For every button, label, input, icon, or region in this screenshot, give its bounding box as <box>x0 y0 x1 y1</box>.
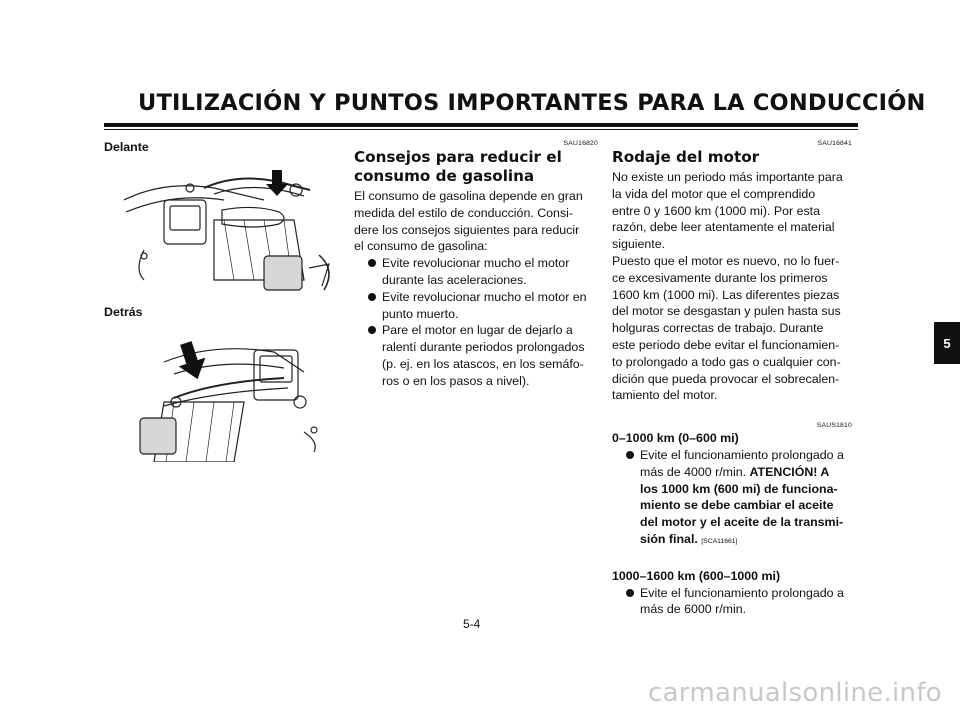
section-title: Rodaje del motor <box>612 148 760 166</box>
warning-text: miento se debe cambiar el aceite <box>640 498 834 513</box>
chapter-tab[interactable]: 5 <box>934 322 960 364</box>
bullet-icon <box>368 293 376 301</box>
text-line: holguras correctas de trabajo. Durante <box>612 321 824 336</box>
warning-text: ATENCIÓN! A <box>749 464 830 479</box>
text-line <box>640 464 852 481</box>
bullet-icon <box>626 589 634 597</box>
text-line: ce excesivamente durante los primeros <box>612 270 828 285</box>
text-line: tamiento del motor. <box>612 388 718 403</box>
rear-brake-lever-illustration <box>104 322 340 462</box>
text-line: 1600 km (1000 mi). Las diferentes piezas <box>612 287 840 302</box>
text-line: dere los consejos siguientes para reducir <box>354 222 580 237</box>
text-line <box>640 531 852 551</box>
section-title-line: Consejos para reducir el <box>354 148 562 166</box>
list-item <box>368 322 598 389</box>
text-line: to prolongado a todo gas o cualquier con- <box>612 354 841 369</box>
down-arrow-icon <box>173 339 211 384</box>
warning-text: del motor y el aceite de la transmi- <box>640 515 844 530</box>
intro-paragraph <box>612 169 852 404</box>
text-line: ros o en los pasos a nivel). <box>382 373 530 388</box>
text-line: (p. ej. en los atascos, en los semáfo- <box>382 356 584 371</box>
bullet-icon <box>368 259 376 267</box>
header-rule <box>104 123 858 127</box>
list-item <box>626 447 852 551</box>
text-line: siguiente. <box>612 237 666 252</box>
front-label: Delante <box>104 140 149 154</box>
text-line: Evite el funcionamiento prolongado a <box>640 447 844 462</box>
text-line: El consumo de gasolina depende en gran <box>354 189 583 203</box>
text-line: más de 6000 r/min. <box>640 602 747 617</box>
header-rule-thin <box>104 129 858 130</box>
text-line: entre 0 y 1600 km (1000 mi). Por esta <box>612 203 820 218</box>
list-item <box>368 255 598 289</box>
list-item <box>626 585 852 619</box>
warning-text: los 1000 km (600 mi) de funciona- <box>640 481 838 496</box>
text-line: punto muerto. <box>382 306 459 321</box>
text-line: medida del estilo de conducción. Consi- <box>354 205 574 220</box>
page-header-title: UTILIZACIÓN Y PUNTOS IMPORTANTES PARA LA CONDUCCIÓN <box>138 90 926 116</box>
list-item <box>368 289 598 323</box>
front-brake-lever-illustration <box>104 160 340 300</box>
bullet-icon <box>626 451 634 459</box>
page-number: 5-4 <box>463 617 481 631</box>
section-code: SAU16820 <box>563 140 598 147</box>
stage-list <box>612 447 852 551</box>
fuel-tips-section <box>354 136 598 390</box>
tips-list <box>354 255 598 389</box>
intro-paragraph <box>354 188 598 255</box>
text-line: Evite el funcionamiento prolongado a <box>640 585 844 600</box>
text-line: durante las aceleraciones. <box>382 272 527 287</box>
text-line: este periodo debe evitar el funcionamien- <box>612 337 840 352</box>
text-line: Evite revolucionar mucho el motor en <box>382 289 587 304</box>
text-line: razón, debe leer atentamente el material <box>612 220 835 235</box>
text-line: la vida del motor que el comprendido <box>612 186 816 201</box>
section-title-line: consumo de gasolina <box>354 167 535 185</box>
text-span: más de 4000 r/min. <box>640 464 750 479</box>
warning-code: [SCA11661] <box>701 537 738 545</box>
stage-title: 0–1000 km (0–600 mi) <box>612 431 739 446</box>
section-title <box>354 148 598 186</box>
text-line: dición que pueda provocar el sobrecalen- <box>612 371 840 386</box>
text-line: ralentí durante periodos prolongados <box>382 340 585 355</box>
watermark: carmanualsonline.info <box>647 678 942 708</box>
text-line: Evite revolucionar mucho el motor <box>382 256 570 271</box>
warning-text: sión final. <box>640 531 698 546</box>
text-line: Puesto que el motor es nuevo, no lo fuer- <box>612 253 840 268</box>
rear-label: Detrás <box>104 305 143 319</box>
stage-list <box>612 585 852 619</box>
text-line: No existe un periodo más importante para <box>612 170 843 184</box>
break-in-section <box>612 136 852 618</box>
text-line: el consumo de gasolina: <box>354 239 488 254</box>
section-code: SAU16841 <box>817 140 852 147</box>
stage-title: 1000–1600 km (600–1000 mi) <box>612 568 781 583</box>
bullet-icon <box>368 326 376 334</box>
text-line: Pare el motor en lugar de dejarlo a <box>382 323 573 338</box>
text-line: del motor se desgastan y pulen hasta sus <box>612 304 841 319</box>
section-code: SAUS1810 <box>816 422 852 430</box>
